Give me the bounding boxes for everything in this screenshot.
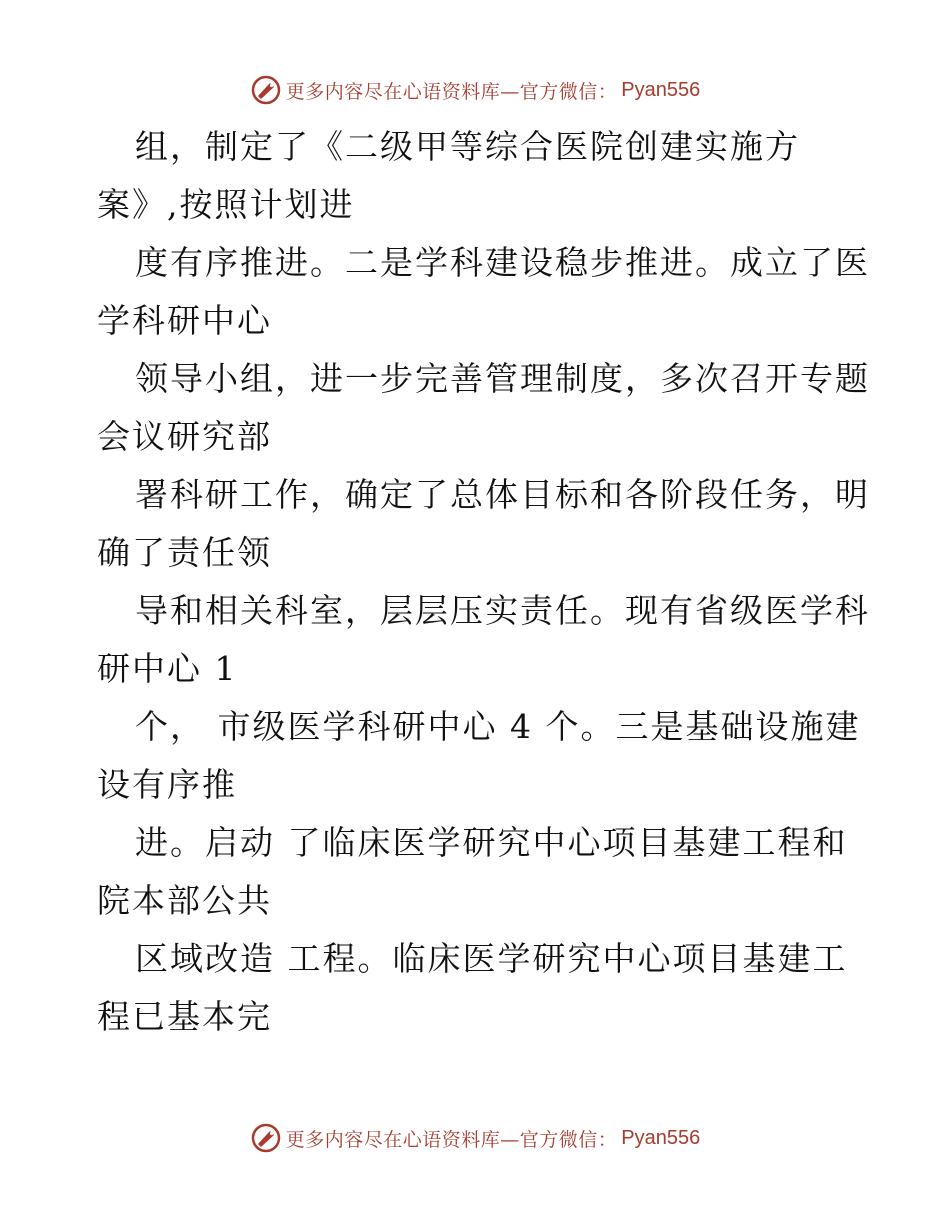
watermark-handle: Pyan556 <box>621 78 701 101</box>
document-body <box>97 118 870 1046</box>
body-line: 组，制定了《二级甲等综合医院创建实施方 <box>135 127 800 166</box>
body-line: 领导小组，进一步完善管理制度，多次召开专题 <box>135 359 870 398</box>
body-line: 研中心 1 <box>97 649 238 688</box>
body-line: 设有序推 <box>97 765 237 804</box>
footer-watermark <box>0 1118 950 1158</box>
watermark-text: 更多内容尽在心语资料库—官方微信： <box>285 1128 618 1151</box>
body-line: 个， 市级医学科研中心 4 个。三是基础设施建 <box>135 707 861 746</box>
body-line: 区域改造 工程。临床医学研究中心项目基建工 <box>135 939 848 978</box>
pen-nib-logo-icon <box>250 1122 282 1154</box>
watermark-text: 更多内容尽在心语资料库—官方微信： <box>285 80 618 103</box>
body-line: 院本部公共 <box>97 881 272 920</box>
body-line: 度有序推进。二是学科建设稳步推进。成立了医 <box>135 243 870 282</box>
header-watermark <box>0 70 950 110</box>
body-line: 确了责任领 <box>97 533 272 572</box>
pen-nib-logo-icon <box>250 74 282 106</box>
body-line: 导和相关科室，层层压实责任。现有省级医学科 <box>135 591 870 630</box>
body-line: 案》,按照计划进 <box>97 185 355 224</box>
body-line: 会议研究部 <box>97 417 272 456</box>
body-line: 程已基本完 <box>97 997 272 1036</box>
body-line: 学科研中心 <box>97 301 272 340</box>
body-line: 署科研工作，确定了总体目标和各阶段任务，明 <box>135 475 870 514</box>
body-line: 进。启动 了临床医学研究中心项目基建工程和 <box>135 823 848 862</box>
watermark-handle: Pyan556 <box>621 1126 701 1149</box>
